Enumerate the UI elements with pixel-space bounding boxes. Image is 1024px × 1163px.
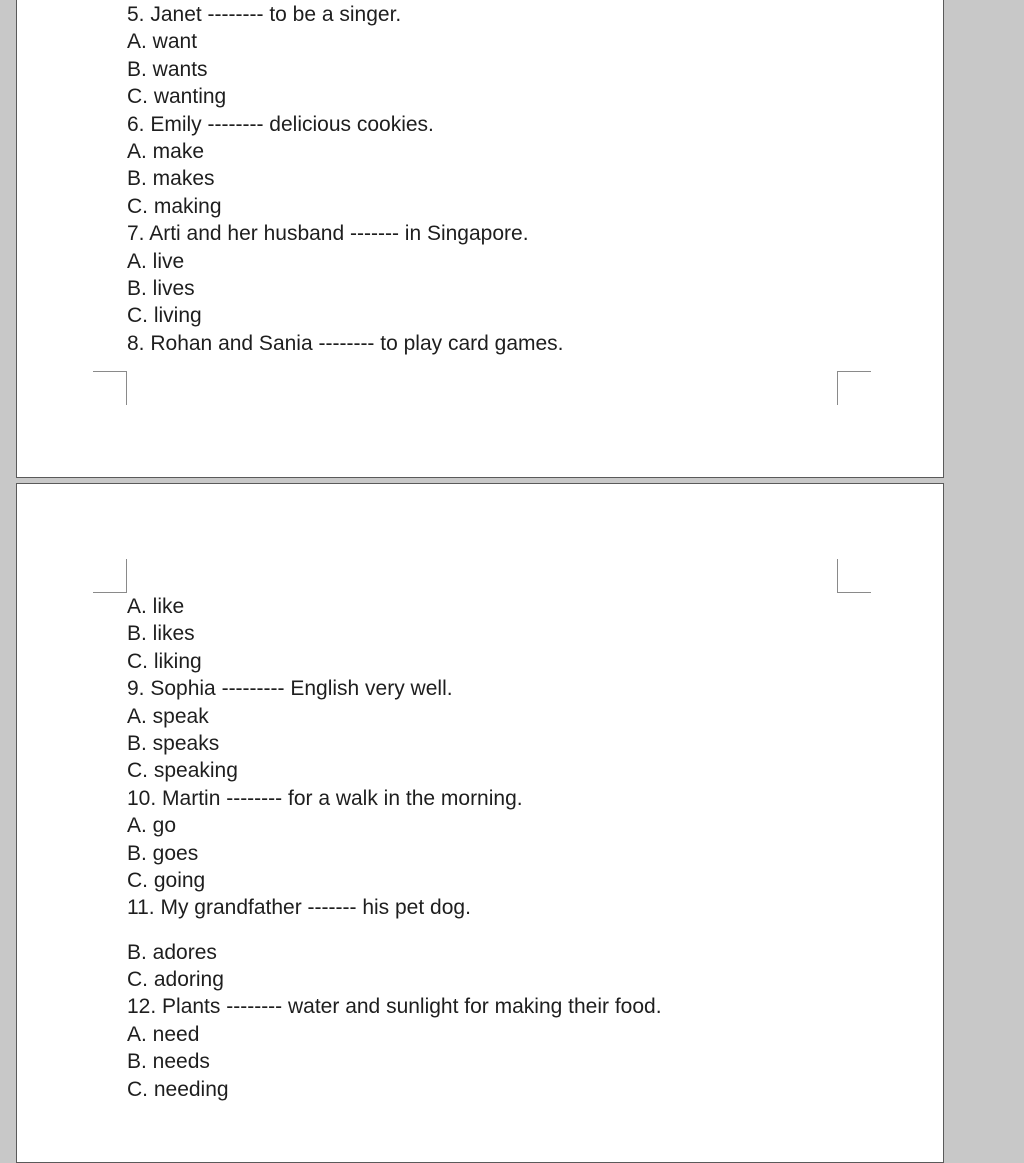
answer-option: B. likes xyxy=(127,622,195,646)
answer-option: B. lives xyxy=(127,276,195,300)
answer-option: B. adores xyxy=(127,940,217,964)
answer-option: C. adoring xyxy=(127,968,224,992)
question-line: 5. Janet -------- to be a singer. xyxy=(127,3,402,26)
question-line: 10. Martin -------- for a walk in the morning. xyxy=(127,786,523,810)
question-line: 6. Emily -------- delicious cookies. xyxy=(127,112,434,136)
answer-option: C. wanting xyxy=(127,85,227,109)
answer-option: B. speaks xyxy=(127,731,220,755)
answer-option: B. goes xyxy=(127,841,199,865)
answer-option: A. go xyxy=(127,814,177,838)
page-2-text xyxy=(127,593,943,1103)
question-line: 12. Plants -------- water and sunlight for making their food. xyxy=(127,995,662,1019)
answer-option: B. needs xyxy=(127,1050,210,1074)
answer-option: C. living xyxy=(127,304,202,328)
question-line: 11. My grandfather ------- his pet dog. xyxy=(127,896,471,920)
margin-corner-mark xyxy=(93,559,127,593)
page-1-text xyxy=(127,1,943,357)
margin-corner-mark xyxy=(837,559,871,593)
answer-option: A. want xyxy=(127,30,198,54)
question-line: 8. Rohan and Sania -------- to play card games. xyxy=(127,331,564,355)
document-page-2 xyxy=(16,483,944,1163)
answer-option: C. liking xyxy=(127,649,202,673)
answer-option: A. need xyxy=(127,1022,200,1046)
question-line: 9. Sophia --------- English very well. xyxy=(127,677,453,701)
answer-option: A. like xyxy=(127,595,185,618)
answer-option: B. makes xyxy=(127,167,215,191)
margin-corner-mark xyxy=(837,371,871,405)
answer-option: A. speak xyxy=(127,704,209,728)
answer-option: B. wants xyxy=(127,57,208,81)
answer-option: C. going xyxy=(127,868,206,892)
answer-option: C. needing xyxy=(127,1077,229,1101)
document-page-1 xyxy=(16,0,944,478)
margin-corner-mark xyxy=(93,371,127,405)
blank-line xyxy=(127,922,943,939)
answer-option: A. live xyxy=(127,249,185,273)
question-line: 7. Arti and her husband ------- in Singapore. xyxy=(127,222,529,246)
answer-option: C. making xyxy=(127,194,222,218)
answer-option: A. make xyxy=(127,139,205,163)
answer-option: C. speaking xyxy=(127,759,238,783)
